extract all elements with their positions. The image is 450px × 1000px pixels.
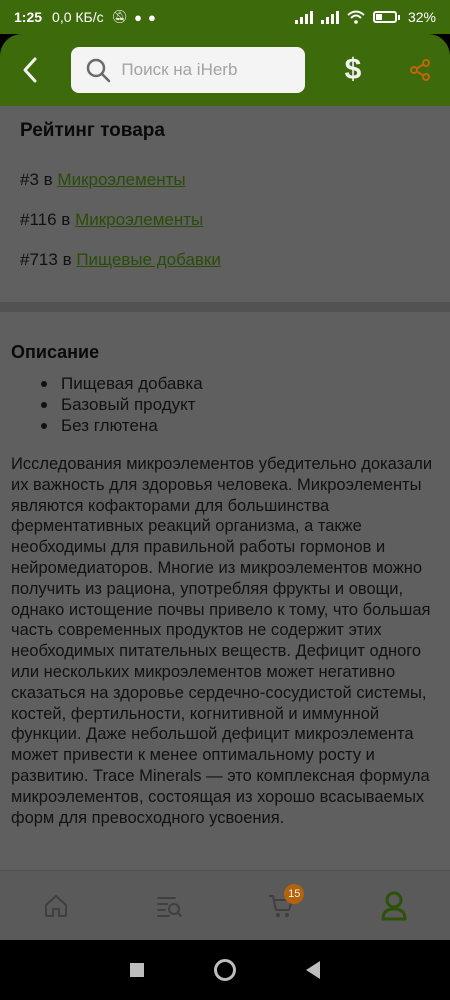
description-section: [0, 312, 450, 870]
network-speed: 0,0 КБ/с: [52, 9, 104, 25]
chat-icon: ●: [148, 9, 156, 25]
rank-in: в: [61, 210, 71, 229]
back-button[interactable]: [0, 34, 59, 106]
cart-count-badge: 15: [284, 884, 304, 904]
rank-number: #713: [20, 250, 58, 269]
nav-home[interactable]: [21, 876, 91, 936]
rank-number: #3: [20, 170, 39, 189]
home-icon: [42, 892, 70, 920]
back-triangle-icon[interactable]: [306, 961, 320, 979]
app-bar: [0, 34, 450, 106]
search-list-icon: [155, 892, 183, 920]
search-input[interactable]: [71, 47, 305, 93]
wifi-icon: [347, 10, 365, 24]
nav-account[interactable]: [359, 876, 429, 936]
list-item: Пищевая добавка: [41, 373, 440, 394]
nav-cart[interactable]: [246, 876, 316, 936]
account-icon: [380, 891, 408, 921]
signal-icon: [295, 10, 313, 24]
rank-row: [20, 210, 430, 230]
app-icon: ●: [134, 9, 142, 25]
bottom-nav: [0, 870, 450, 940]
category-link[interactable]: Пищевые добавки: [76, 250, 221, 269]
section-divider: [0, 302, 450, 312]
recents-icon[interactable]: [130, 963, 144, 977]
status-bar: [0, 0, 450, 34]
status-time: 1:25: [14, 9, 43, 25]
search-icon: [85, 57, 111, 83]
category-link[interactable]: Микроэлементы: [75, 210, 204, 229]
rank-in: в: [43, 170, 53, 189]
rank-row: [20, 250, 430, 270]
list-item: Без глютена: [41, 415, 440, 436]
rating-title: Рейтинг товара: [20, 120, 165, 141]
search-placeholder: Поиск на iHerb: [121, 60, 238, 79]
category-link[interactable]: Микроэлементы: [57, 170, 186, 189]
rank-number: #116: [20, 210, 57, 229]
system-nav: [0, 940, 450, 1000]
battery-percent: 32%: [407, 9, 436, 25]
rank-in: в: [62, 250, 72, 269]
content-scroll[interactable]: [0, 106, 450, 870]
rating-section: [0, 106, 450, 302]
feature-list: [11, 373, 440, 436]
description-text: Исследования микроэлементов убедительно доказали их важность для здоровья человека. Микроэлементы являются кофакторами для большинства ферментативных реакций организма, а также необходимы для правильной работы гормонов и нейромедиаторов. Многие из микроэлементов можно получить из рациона, употребляя фрукты и овощи, однако истощение почвы привело к тому, что большая часть современных продуктов не содержит этих необходимых питательных веществ. Дефицит одного или нескольких микроэлементов может негативно сказаться на здоровье сердечно-сосудистой системы, костей, фертильности, когнитивной и иммунной функции. Даже небольшой дефицит микроэлемента может привести к менее оптимальному росту и развитию. Trace Minerals — это комплексная формула микроэлементов, состоящая из хорошо всасываемых форм для превосходного усвоения.: [11, 455, 433, 827]
share-button[interactable]: [391, 34, 450, 106]
mute-icon: 🔕︎: [111, 9, 129, 24]
description-title: Описание: [11, 342, 100, 362]
list-item: Базовый продукт: [41, 394, 440, 415]
dollar-icon: $: [344, 53, 362, 86]
rank-row: [20, 170, 430, 190]
chevron-left-icon: [20, 56, 40, 84]
home-button-icon[interactable]: [214, 959, 236, 981]
nav-search[interactable]: [134, 876, 204, 936]
currency-button[interactable]: [323, 34, 382, 106]
signal-icon: [321, 10, 339, 24]
share-icon: [408, 58, 432, 82]
battery-icon: [373, 11, 400, 23]
